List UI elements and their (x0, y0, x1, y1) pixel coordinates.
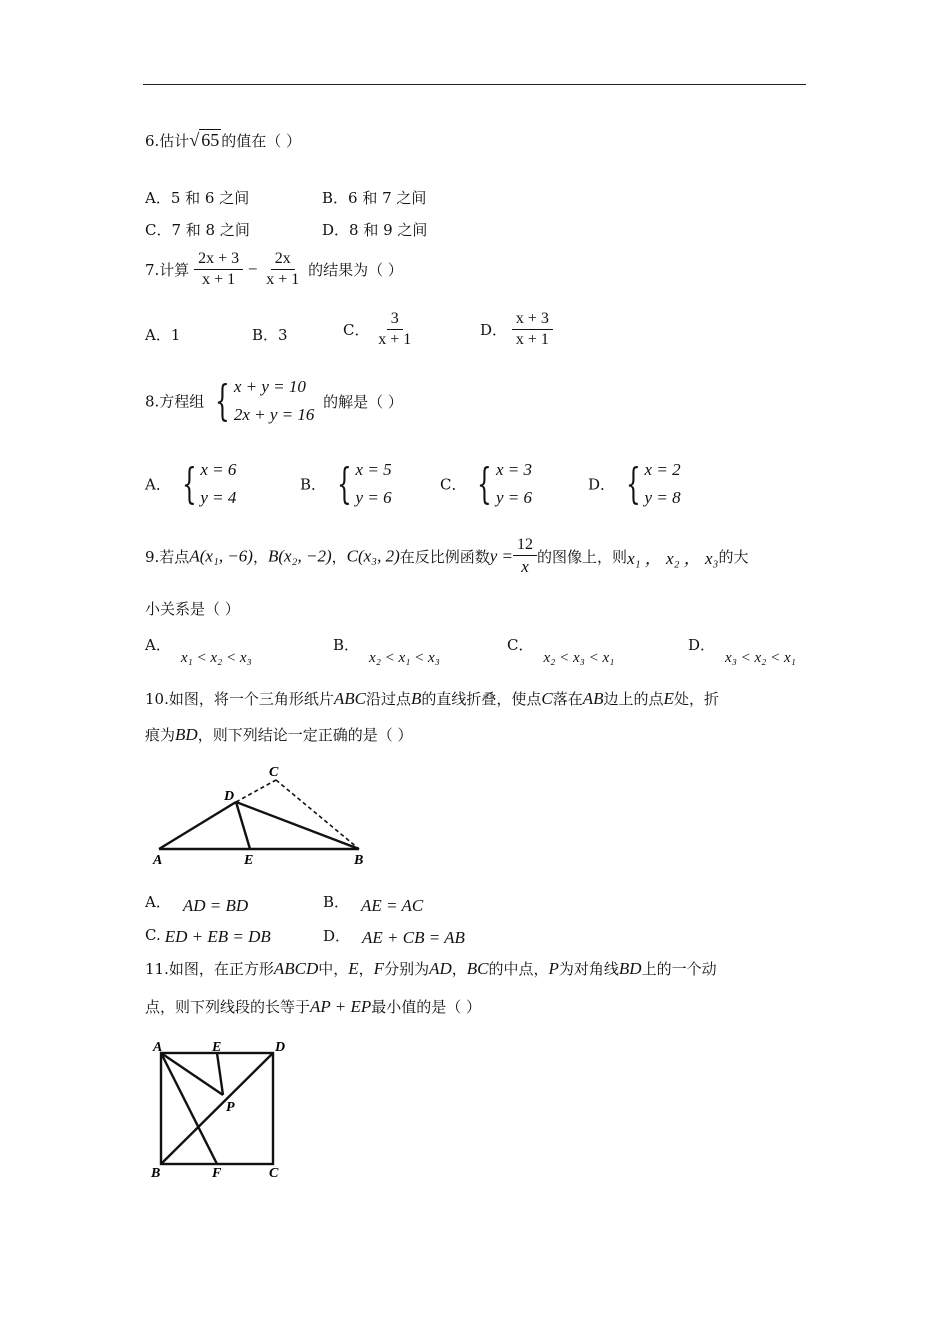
q7-option-d (480, 310, 553, 349)
q10-label-d: D (224, 789, 235, 804)
q7-minus: − (247, 259, 258, 279)
q10-label-b: B (354, 853, 364, 868)
q10-segment-cb (276, 780, 359, 849)
q10-option-d-expr: AE + CB = AB (362, 928, 465, 947)
q6-stem (145, 130, 301, 153)
q8-option-b-system (331, 456, 392, 512)
q11-l1-a: 11.如图，在正方形 (145, 960, 274, 978)
q10-l1-d: 落在 (552, 690, 583, 708)
q11-l1-e: 为对角线 (558, 960, 619, 978)
q9-vars: x₁ ， x₂ ， x₃ (627, 549, 719, 568)
q9-option-a-expr: x₁ < x₂ < x₃ (180, 650, 252, 666)
q7-suffix: 的结果为（ ） (308, 261, 403, 279)
brace-icon: { (215, 376, 230, 425)
q10-figure (145, 760, 375, 870)
q8-a-eq2: y = 4 (200, 488, 237, 507)
q7-fraction-1 (194, 250, 243, 289)
q11-stem-line1 (145, 958, 717, 979)
brace-icon: { (477, 459, 492, 508)
q8-option-a-system (176, 456, 237, 512)
q11-e: E (348, 959, 359, 978)
q10-l1-c: 的直线折叠，使点 (421, 690, 542, 708)
q7-d-denominator: x + 1 (515, 331, 549, 348)
q9-fn-numerator: 12 (513, 536, 537, 556)
q6-option-d: D．8 和 9 之间 (322, 221, 428, 239)
q7-f1-denominator: x + 1 (202, 271, 236, 288)
q8-eq1: x + y = 10 (233, 377, 306, 396)
q11-segment-ep (217, 1053, 223, 1095)
q11-bd: BD (618, 959, 642, 978)
q8-d-eq2: y = 8 (644, 488, 681, 507)
q11-label-f: F (212, 1166, 222, 1180)
q10-option-a-label: A． (145, 893, 171, 911)
q10-abc: ABC (333, 689, 366, 708)
q10-option-a-expr: AD = BD (182, 896, 249, 915)
q11-l2-a: 点，则下列线段的长等于 (145, 998, 311, 1016)
q11-label-e: E (212, 1040, 222, 1055)
q9-option-d-expr: x₃ < x₂ < x₁ (725, 650, 796, 666)
q8-option-c-label: C． (440, 475, 467, 494)
q8-a-eq1: x = 6 (200, 460, 237, 479)
q8-option-a (145, 456, 236, 512)
q7-fraction-2 (262, 250, 303, 289)
q11-abcd: ABCD (273, 959, 319, 978)
q8-option-c-system (471, 456, 532, 512)
q11-ad: AD (429, 959, 452, 978)
q11-figure (145, 1035, 295, 1180)
q10-l1-a: 10.如图，将一个三角形纸片 (145, 690, 334, 708)
q9-option-d-label: D． (688, 636, 716, 654)
q9-option-c (507, 634, 615, 666)
q11-l1-f: 上的一个动 (641, 960, 717, 978)
q7-stem (145, 250, 403, 289)
q7-option-c (343, 310, 415, 349)
q9-fn-y: y = (489, 546, 514, 566)
q9-mid2: 的图像上，则 (537, 548, 628, 566)
q10-segment-db (236, 802, 359, 849)
q9-option-d (688, 634, 796, 666)
q7-prefix: 7.计算 (145, 261, 190, 279)
q7-option-a: A．1 (145, 326, 181, 344)
q11-l2-b: 最小值的是（ ） (371, 998, 481, 1016)
brace-icon: { (336, 459, 352, 508)
q9-stem-line2: 小关系是（ ） (145, 600, 240, 618)
q10-ab: AB (582, 689, 604, 708)
q11-label-b: B (151, 1166, 161, 1180)
q10-option-a (145, 891, 249, 915)
q11-diagonal-bd (161, 1053, 273, 1164)
q10-segment-dc (236, 780, 276, 802)
q10-l1-f: 处，折 (673, 690, 719, 708)
q9-mid: 在反比例函数 (399, 548, 490, 566)
header-rule (143, 84, 806, 85)
q10-option-d-label: D． (323, 927, 351, 945)
q7-c-denominator: x + 1 (378, 331, 412, 348)
q9-option-a (145, 634, 252, 666)
q9-point-a: A(x₁, −6) (189, 546, 253, 566)
q9-option-c-label: C． (507, 636, 534, 654)
q6-sqrt: √ 65 (189, 129, 220, 150)
q10-option-b-label: B． (323, 893, 350, 911)
q8-system (209, 373, 314, 429)
q8-b-eq1: x = 5 (355, 460, 392, 479)
q11-l1-b: 中， (318, 960, 349, 978)
q9-fn-denominator: x (521, 557, 529, 576)
q10-segment-ad (159, 802, 236, 849)
q7-f1-numerator: 2x + 3 (194, 250, 243, 270)
q6-option-b: B．6 和 7 之间 (322, 189, 427, 207)
q11-label-a: A (153, 1040, 163, 1055)
q7-option-b: B．3 (252, 326, 288, 344)
brace-icon: { (181, 459, 197, 508)
brace-icon: { (625, 459, 641, 508)
q6-radicand: 65 (201, 129, 220, 150)
q10-option-c-expr: ED + EB = DB (164, 927, 271, 946)
q9-point-b: B(x₂, −2) (267, 546, 332, 566)
q10-e: E (663, 689, 674, 708)
q10-c: C (541, 689, 553, 708)
q8-c-eq2: y = 6 (496, 488, 533, 507)
q10-label-a: A (153, 853, 163, 868)
q9-prefix: 9.若点 (145, 548, 190, 566)
q9-option-b-label: B． (333, 636, 360, 654)
q9-option-b (333, 634, 440, 666)
q10-l2-b: ，则下列结论一定正确的是（ ） (197, 726, 413, 744)
q8-eq2: 2x + y = 16 (233, 405, 315, 424)
q10-stem-line1 (145, 688, 719, 709)
q7-f2-numerator: 2x (271, 250, 295, 270)
q9-stem-line1: 9.若点A(x₁, −6)，B(x₂, −2)，C(x₃, 2)在反比例函数y = $\frac{12}{x}$ 的图像上，则x₁ ， x₂ ， x₃的大 (145, 536, 749, 576)
q11-f: F (373, 959, 385, 978)
q11-sep-2: ， (451, 960, 467, 978)
q8-c-eq1: x = 3 (496, 460, 533, 479)
q8-b-eq2: y = 6 (355, 488, 392, 507)
q10-segment-de (236, 802, 250, 849)
q9-fn-fraction (513, 536, 537, 577)
q7-option-d-label: D． (480, 321, 508, 339)
q11-bc: BC (466, 959, 489, 978)
q8-stem (145, 373, 403, 429)
q10-option-b-expr: AE = AC (361, 896, 424, 915)
q6-option-c: C．7 和 8 之间 (145, 221, 250, 239)
q11-segment-af (161, 1053, 217, 1164)
q9-point-c: C(x₃, 2) (346, 546, 400, 566)
q11-sep-1: ， (358, 960, 374, 978)
q9-option-b-expr: x₂ < x₁ < x₃ (369, 650, 440, 666)
q7-option-c-fraction (374, 310, 415, 349)
q10-option-c-label: C. (145, 926, 161, 944)
q6-option-a: A．5 和 6 之间 (145, 189, 250, 207)
q8-option-d (588, 456, 681, 512)
q11-label-d: D (275, 1040, 286, 1055)
q11-label-p: P (226, 1100, 235, 1115)
q7-c-numerator: 3 (387, 310, 403, 330)
q10-option-b (323, 891, 424, 915)
q10-l1-e: 边上的点 (603, 690, 664, 708)
q8-option-a-label: A． (145, 475, 171, 494)
q7-option-d-fraction (512, 310, 553, 349)
q8-option-c (440, 456, 532, 512)
q7-f2-denominator: x + 1 (266, 271, 300, 288)
q8-option-b-label: B． (300, 475, 327, 494)
q10-option-c (145, 925, 271, 945)
q6-suffix: 的值在（ ） (221, 132, 301, 150)
q8-option-d-label: D． (588, 475, 616, 494)
q9-option-c-expr: x₂ < x₃ < x₁ (543, 650, 615, 666)
q8-option-d-system (620, 456, 681, 512)
q11-l1-d: 的中点， (488, 960, 549, 978)
q9-option-a-label: A． (145, 636, 171, 654)
q11-l1-c: 分别为 (384, 960, 430, 978)
q8-option-b (300, 456, 392, 512)
q10-b: B (410, 689, 422, 708)
q10-stem-line2 (145, 724, 412, 745)
q6-prefix: 6.估计 (145, 132, 190, 150)
q7-d-numerator: x + 3 (512, 310, 553, 330)
q10-l2-a: 痕为 (145, 726, 176, 744)
q11-stem-line2 (145, 996, 481, 1017)
q8-d-eq1: x = 2 (644, 460, 681, 479)
q10-label-e: E (244, 853, 254, 868)
q10-bd: BD (175, 725, 198, 744)
q8-suffix: 的解是（ ） (323, 392, 403, 411)
q11-label-c: C (269, 1166, 279, 1180)
q9-tail: 的大 (718, 548, 749, 566)
q11-apep: AP + EP (310, 997, 372, 1016)
q10-option-d (323, 925, 465, 946)
q11-p: P (548, 959, 559, 978)
q10-label-c: C (269, 765, 279, 780)
q8-prefix: 8.方程组 (145, 392, 205, 411)
q10-l1-b: 沿过点 (365, 690, 411, 708)
q7-option-c-label: C． (343, 321, 370, 339)
